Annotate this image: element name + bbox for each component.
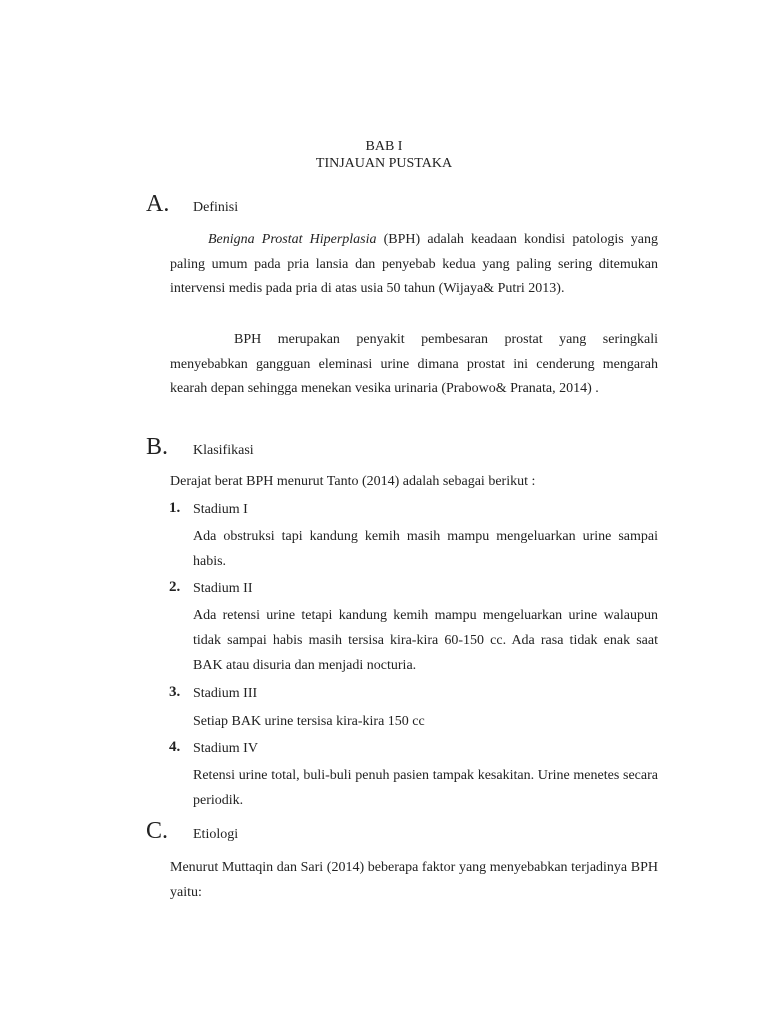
section-b-title: Klasifikasi	[193, 443, 254, 458]
section-c-paragraph-1: Menurut Muttaqin dan Sari (2014) beberapa faktor yang menyebabkan terjadinya BPH yaitu:	[170, 860, 658, 900]
list-item-4-body: Retensi urine total, buli-buli penuh pasien tampak kesakitan. Urine menetes secara periodik.	[193, 768, 658, 808]
section-b-intro: Derajat berat BPH menurut Tanto (2014) adalah sebagai berikut :	[170, 474, 536, 489]
list-item-2-body: Ada retensi urine tetapi kandung kemih mampu mengeluarkan urine walaupun tidak sampai habis masih tersisa kira-kira 60-150 cc. Ada rasa tidak enak saat BAK atau disuria dan menjadi nocturia.	[193, 608, 658, 673]
list-item-2-title: Stadium II	[193, 581, 253, 596]
section-c-letter: C.	[146, 818, 169, 844]
list-item-2-number: 2.	[169, 579, 181, 595]
chapter-label: BAB I	[365, 139, 403, 154]
chapter-title: TINJAUAN PUSTAKA	[315, 156, 453, 171]
italic-term: Benigna Prostat Hiperplasia	[208, 232, 377, 247]
section-c-title: Etiologi	[193, 827, 239, 842]
list-item-3-body: Setiap BAK urine tersisa kira-kira 150 cc	[193, 714, 425, 729]
list-item-1-body: Ada obstruksi tapi kandung kemih masih mampu mengeluarkan urine sampai habis.	[193, 529, 658, 569]
section-a-paragraph-1: Benigna Prostat Hiperplasia (BPH) adalah keadaan kondisi patologis yang paling umum pada pria lansia dan penyebab kedua yang paling sering ditemukan intervensi medis pada pria di atas usia 50 tahun (Wijaya& Putri 2013).	[170, 232, 658, 296]
list-item-4-title: Stadium IV	[193, 741, 258, 756]
section-b-letter: B.	[146, 434, 169, 460]
section-a-paragraph-2: BPH merupakan penyakit pembesaran prostat yang seringkali menyebabkan gangguan eleminasi urine dimana prostat ini cenderung mengarah kearah depan sehingga menekan vesika urinaria (Prabowo& Pranata, 2014) .	[170, 332, 658, 396]
list-item-3-number: 3.	[169, 684, 181, 700]
section-a-letter: A.	[146, 191, 170, 217]
list-item-1-title: Stadium I	[193, 502, 248, 517]
section-a-title: Definisi	[193, 200, 239, 215]
list-item-3-title: Stadium III	[193, 686, 258, 701]
list-item-1-number: 1.	[169, 500, 181, 516]
list-item-4-number: 4.	[169, 739, 181, 755]
